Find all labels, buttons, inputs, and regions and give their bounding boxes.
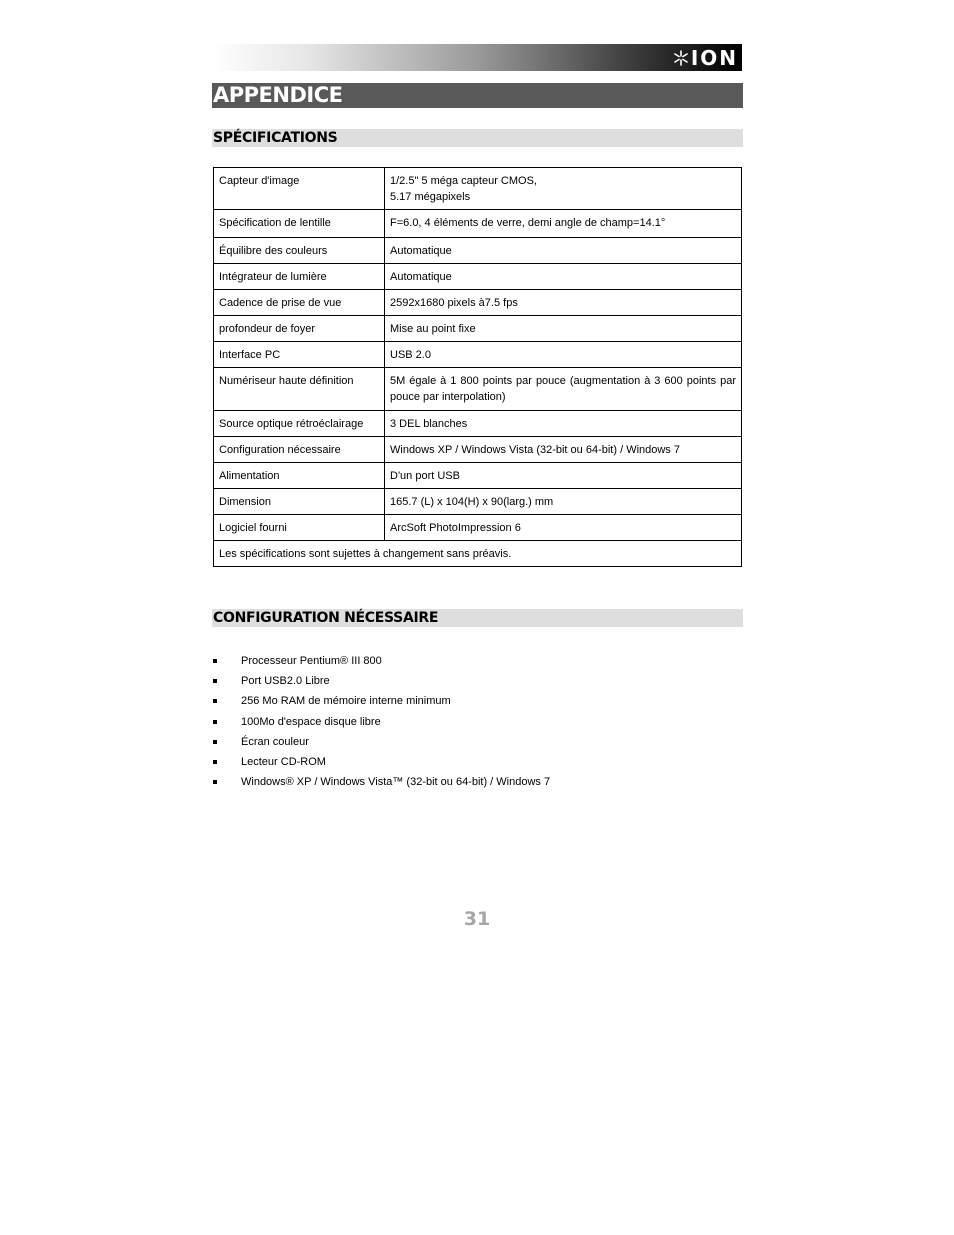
bullet-icon (213, 679, 217, 683)
spec-value: ArcSoft PhotoImpression 6 (385, 515, 742, 541)
title-bar (212, 83, 743, 108)
bullet-icon (213, 659, 217, 663)
spec-value (385, 168, 742, 210)
spec-value: 2592x1680 pixels à7.5 fps (385, 290, 742, 316)
spec-value: Windows XP / Windows Vista (32-bit ou 64-bit) / Windows 7 (385, 437, 742, 463)
requirements-list (213, 653, 550, 794)
table-row (214, 264, 742, 290)
requirements-section-bar (212, 609, 743, 627)
spec-label: Spécification de lentille (214, 210, 385, 238)
header-gradient-bar (212, 44, 742, 71)
spec-label: Interface PC (214, 342, 385, 368)
logo-text: ION (690, 45, 738, 70)
list-item-text: Écran couleur (241, 735, 309, 748)
spec-value: D'un port USB (385, 463, 742, 489)
list-item-text: 256 Mo RAM de mémoire interne minimum (241, 695, 451, 708)
spec-label: Source optique rétroéclairage (214, 411, 385, 437)
list-item-text: 100Mo d'espace disque libre (241, 715, 381, 728)
table-row (214, 515, 742, 541)
list-item (213, 653, 550, 673)
list-item (213, 774, 550, 794)
table-row (214, 541, 742, 567)
spec-value: Mise au point fixe (385, 316, 742, 342)
specs-heading: SPÉCIFICATIONS (213, 130, 338, 146)
spec-value-line: 1/2.5" 5 méga capteur CMOS, (390, 175, 537, 187)
table-row (214, 290, 742, 316)
page-number: 31 (463, 908, 491, 930)
table-row (214, 316, 742, 342)
spec-value: Automatique (385, 264, 742, 290)
spec-label: Logiciel fourni (214, 515, 385, 541)
bullet-icon (213, 720, 217, 724)
spec-label: Intégrateur de lumière (214, 264, 385, 290)
bullet-icon (213, 740, 217, 744)
spec-value: F=6.0, 4 éléments de verre, demi angle de champ=14.1° (385, 210, 742, 238)
bullet-icon (213, 780, 217, 784)
table-row (214, 368, 742, 411)
table-row (214, 437, 742, 463)
spec-label: Cadence de prise de vue (214, 290, 385, 316)
spec-label: Configuration nécessaire (214, 437, 385, 463)
list-item (213, 734, 550, 754)
table-row (214, 238, 742, 264)
spec-label: Numériseur haute définition (214, 368, 385, 411)
table-row (214, 210, 742, 238)
table-row (214, 342, 742, 368)
spec-value: 165.7 (L) x 104(H) x 90(larg.) mm (385, 489, 742, 515)
table-row (214, 489, 742, 515)
spec-label: Capteur d'image (214, 168, 385, 210)
spec-value: USB 2.0 (385, 342, 742, 368)
spec-value: 5M égale à 1 800 points par pouce (augmentation à 3 600 points par pouce par interpolation) (385, 368, 742, 411)
page-title: APPENDICE (213, 83, 343, 107)
spec-value: Automatique (385, 238, 742, 264)
list-item-text: Port USB2.0 Libre (241, 675, 330, 688)
spec-label: Équilibre des couleurs (214, 238, 385, 264)
spec-value: 3 DEL blanches (385, 411, 742, 437)
spec-table (213, 167, 742, 567)
list-item-text: Lecteur CD-ROM (241, 755, 326, 768)
star-burst-icon (674, 50, 688, 66)
spec-label: Dimension (214, 489, 385, 515)
table-row (214, 168, 742, 210)
list-item-text: Processeur Pentium® III 800 (241, 655, 382, 667)
spec-label: profondeur de foyer (214, 316, 385, 342)
table-row (214, 411, 742, 437)
list-item (213, 714, 550, 734)
spec-value-line: 5.17 mégapixels (390, 191, 471, 203)
list-item (213, 693, 550, 713)
list-item-text: Windows® XP / Windows Vista™ (32-bit ou 64-bit) / Windows 7 (241, 776, 551, 789)
table-row (214, 463, 742, 489)
list-item (213, 754, 550, 774)
bullet-icon (213, 760, 217, 764)
bullet-icon (213, 699, 217, 703)
ion-logo (674, 44, 738, 71)
requirements-heading: CONFIGURATION NÉCESSAIRE (213, 610, 439, 626)
spec-footer-note: Les spécifications sont sujettes à changement sans préavis. (214, 541, 742, 567)
specs-section-bar (212, 129, 743, 147)
list-item (213, 673, 550, 693)
spec-label: Alimentation (214, 463, 385, 489)
